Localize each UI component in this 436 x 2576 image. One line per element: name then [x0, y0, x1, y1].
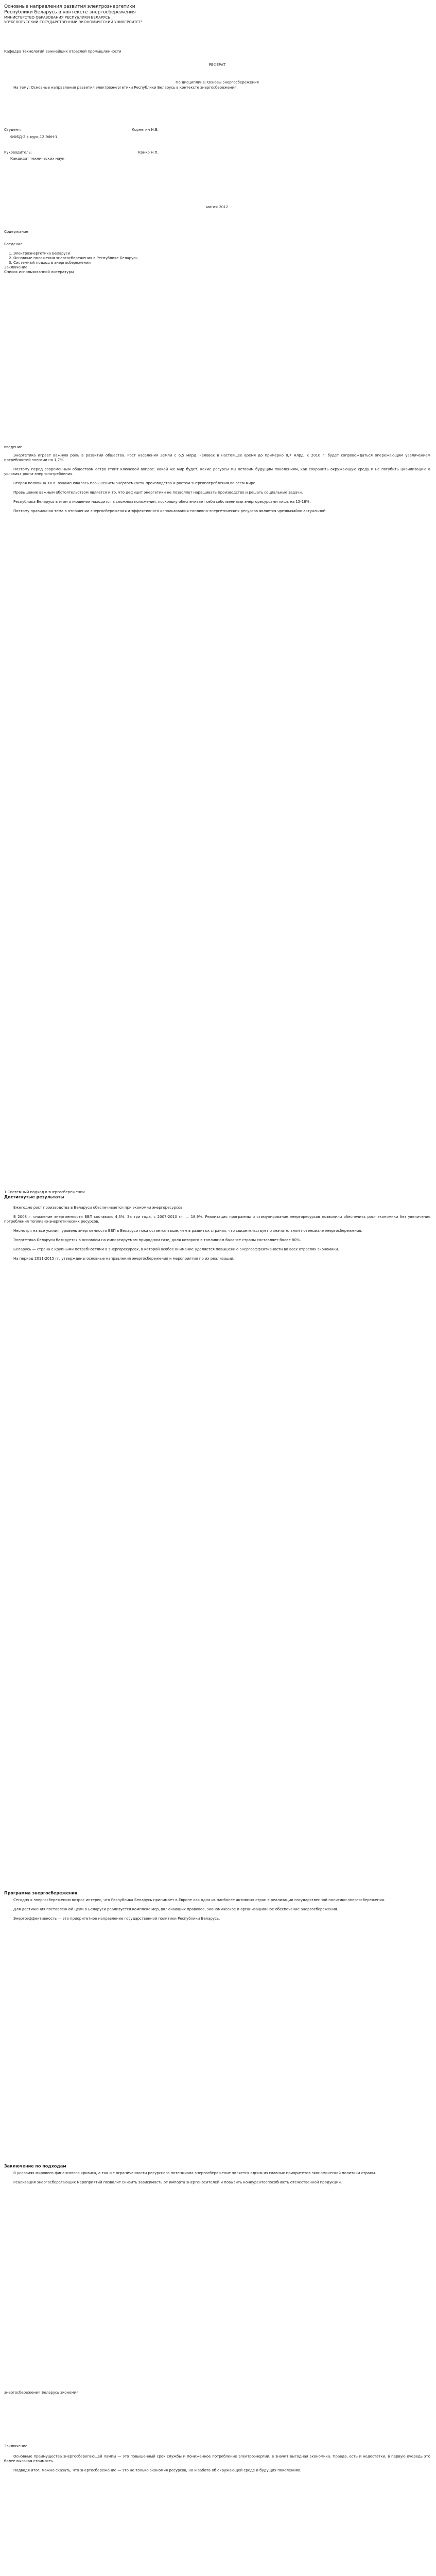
- paragraph: Энергетика Беларуси базируется в основном на импортируемом природном газе, доля которого в топливном балансе страны составляет более 80%.: [13, 1238, 301, 1242]
- paragraph: Энергетика играет важную роль в развитии общества. Рост населения Земли с 6,5 млрд. человек в настоящее время до примерно 8,7 млрд. к 2010 г. будет сопровождаться опережающим увеличением потребностей энергии на 1,7%.: [4, 453, 430, 462]
- intro-body: [4, 453, 430, 514]
- document-header: [4, 4, 430, 25]
- paragraph: Сегодня к энергосбережению возрос интерес, что Республика Беларусь принимает в Европе как одна из наиболее активных стран в реализации государственной политики энергосбережения.: [13, 1898, 386, 1902]
- paragraph: Ежегодно рост производства в Беларуси обеспечивается при экономии энергоресурсов.: [13, 1206, 184, 1210]
- supervisor-row: [4, 150, 430, 155]
- topic-line: На тему: Основные направления развития электроэнергетики Республики Беларусь в контексте энергосбережения.: [13, 86, 238, 90]
- supervisor-title: Кандидат технических наук: [10, 157, 64, 161]
- toc-item[interactable]: 3. Системный подход в энергосбережении: [13, 261, 430, 265]
- toc-intro[interactable]: Введение: [4, 242, 23, 246]
- paragraph: Превышение важным обстоятельством является и то, что дефицит энергетики не позволяет наращивать производство и решать социальные задачи.: [13, 490, 303, 495]
- toc: [4, 242, 430, 275]
- supervisor-name: Конко Н.П.: [138, 150, 159, 155]
- student-group: ФФБД-2 ¢ курс,12 ЭФН-1: [10, 135, 58, 139]
- paragraph: Реализация энергосберегающих мероприятий позволит снизить зависимость от импорта энергоносителей и повысить конкурентоспособность отечественной продукции.: [13, 2180, 342, 2184]
- toc-heading: Содержание: [4, 230, 28, 234]
- paragraph: На период 2011-2015 гг. утверждены основные направления энергосбережения и мероприятия по их реализации.: [13, 1257, 235, 1261]
- student-name: Корнегин Н.В.: [131, 128, 159, 132]
- toc-list: [4, 251, 430, 265]
- section1-heading: 1.Системный подход в энергосбережении Достигнутые результаты: [4, 1190, 430, 1200]
- doc-type: РЕФЕРАТ: [208, 63, 226, 67]
- paragraph: Для достижения поставленной цели в Беларуси реализуется комплекс мер, включающих правовое, экономическое и организационное обеспечение энергосбережения.: [13, 1907, 338, 1911]
- toc-references[interactable]: Список использованной литературы: [4, 270, 74, 274]
- paragraph: В условиях мирового финансового кризиса, а так же ограниченности ресурсного потенциала энергосбережение является одним из главных приоритетов экономической политики страны.: [13, 2171, 376, 2175]
- paragraph: Подводя итог, можно сказать, что энергосбережение — это не только экономия ресурсов, но и забота об окружающей среде и будущих поколениях.: [13, 2468, 301, 2472]
- conclusion-heading: Заключение: [4, 2444, 28, 2448]
- student-row: [4, 128, 430, 132]
- paragraph: Несмотря на все усилия, уровень энергоемкости ВВП в Беларуси пока остается выше, чем в развитых странах, что свидетельствует о значительном потенциале энергосбережения.: [13, 1229, 362, 1233]
- paragraph: Энергоэффективность — это приоритетное направление государственной политики Республики Беларусь.: [13, 1917, 220, 1921]
- student-label: Студент:: [4, 128, 22, 132]
- ministry-name: МИНИСТЕРСТВО ОБРАЗОВАНИЯ РЕСПУБЛИКИ БЕЛАРУСЬ: [4, 15, 111, 20]
- section3-heading: Заключение по подходам: [4, 2164, 66, 2168]
- discipline-line: По дисциплине: Основы энергосбережения: [176, 80, 259, 84]
- supervisor-label: Руководитель:: [4, 150, 32, 155]
- paragraph: Поэтому перед современным обществом остро стоит ключевой вопрос: какой же мир будет, какие ресурсы мы оставим будущим поколениям, как сохранить окружающую среду и не погубить цивилизацию в условиях роста энергопотребления.: [4, 467, 430, 476]
- city-date: минск 2012: [206, 205, 229, 209]
- conclusion-body: [4, 2454, 430, 2473]
- paragraph: В 2008 г. снижение энергоемкости ВВП составило 4,3%. За три года, с 2007-2010 гг. — 18,9%. Реализация программы и стимулирование энергоресурсов позволили обеспечить рост экономики без увеличения потребления топливно-энергетических ресурсов.: [4, 1215, 430, 1224]
- toc-item[interactable]: 1. Электроэнергетика Беларуси: [13, 251, 430, 256]
- section3-body: [4, 2171, 430, 2185]
- paragraph: Основные преимущества энергосберегающей лампы — это повышенный срок службы и пониженное потребление электроэнергии, в значит выгодная экономика. Правда, есть и недостатки, в первую очередь это более высокая стоимость.: [4, 2454, 430, 2463]
- section1-body: [4, 1206, 430, 1261]
- section3-closing: энергосбережения Беларусь экономия: [4, 2391, 79, 2395]
- toc-item[interactable]: 2. Основные положения энергосбережения в Республике Беларусь: [13, 256, 430, 261]
- university-name: УО"БЕЛОРУССКИЙ ГОСУДАРСТВЕННЫЙ ЭКОНОМИЧЕСКИЙ УНИВЕРСИТЕТ": [4, 20, 143, 24]
- department-name: Кафедра технологий важнейших отраслей промышленности: [4, 49, 121, 54]
- paragraph: Беларусь — страна с крупными потребностями в энергоресурсах, в которой особое внимание уделяется повышению энергоэффективности во всех отраслях экономики.: [13, 1247, 339, 1251]
- toc-conclusion[interactable]: Заключение: [4, 265, 28, 269]
- paragraph: Поэтому правильная тема в отношении энергосбережения и эффективного использования топливно-энергетических ресурсов является чрезвычайно актуальной.: [13, 509, 327, 513]
- paragraph: Вторая половина XX в. ознаменовалась повышением энергоемкости производства и ростом энергопотребления во всем мире.: [13, 481, 257, 485]
- header-title-line2: Республики Беларусь в контексте энергосбережения: [4, 10, 136, 15]
- section2-body: [4, 1898, 430, 1921]
- section1-subheading: Достигнутые результаты: [4, 1195, 64, 1199]
- intro-heading: введение: [4, 445, 23, 449]
- header-title-line1: Основные направления развития электроэнергетики: [4, 4, 135, 9]
- section2-heading: Программа энергосбережения: [4, 1891, 78, 1895]
- paragraph: Республика Беларусь в этом отношении находится в сложном положении, поскольку обеспечивает себя собственными энергоресурсами лишь на 15-18%.: [13, 500, 311, 504]
